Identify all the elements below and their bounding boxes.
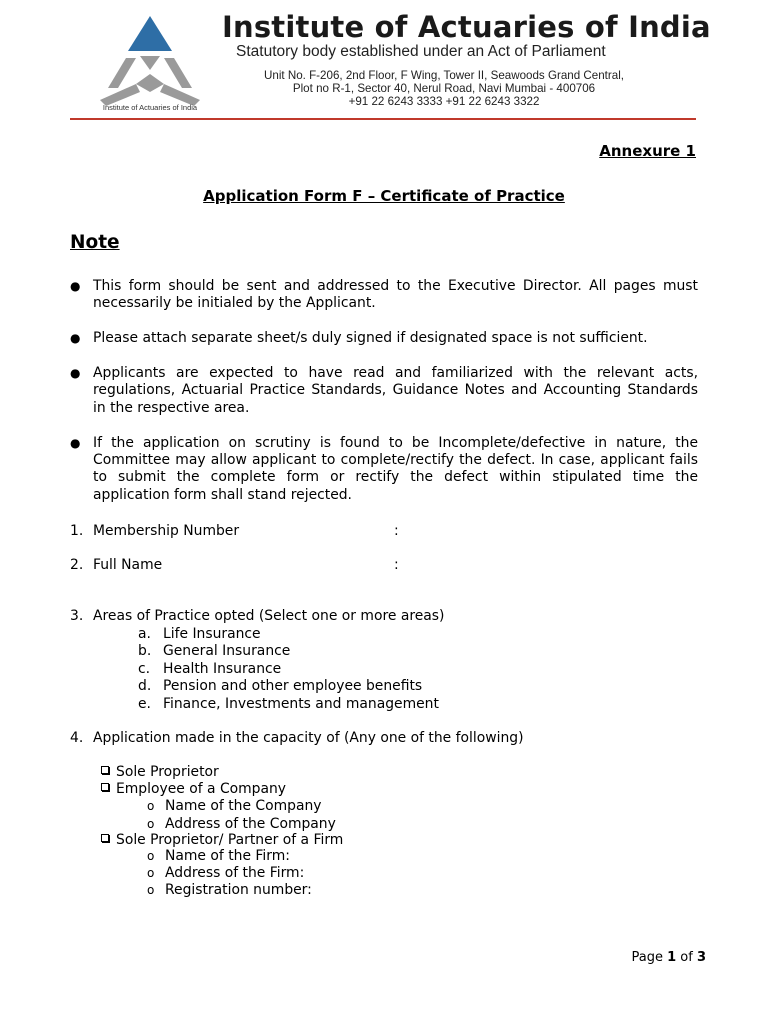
bullet-icon: ● [70,366,81,380]
checkbox-icon[interactable] [101,766,109,774]
phone-numbers: +91 22 6243 3333 +91 22 6243 3322 [348,95,540,108]
option-employee-of-company[interactable]: Employee of a Company [101,781,343,798]
field-areas-of-practice: 3. Areas of Practice opted (Select one or more areas) [70,608,445,624]
hollow-bullet-icon: o [147,816,155,831]
capacity-options [101,764,343,899]
membership-number-colon: : [394,523,399,539]
institute-logo [96,14,204,116]
bullet-icon: ● [70,279,81,293]
registration-number-item: o Registration number: [101,882,343,899]
practice-area-item: d. Pension and other employee benefits [138,678,423,695]
form-title: Application Form F – Certificate of Practice [203,187,565,205]
field-capacity: 4. Application made in the capacity of (Any one of the following) [70,730,524,746]
option-sole-proprietor[interactable]: Sole Proprietor [101,764,343,781]
address-line-2: Plot no R-1, Sector 40, Nerul Road, Navi Mumbai - 400706 [292,82,596,95]
practice-area-item: e. Finance, Investments and management [138,695,439,712]
organization-name: Institute of Actuaries of India [222,10,711,44]
company-address-item: o Address of the Company [101,816,343,832]
field-full-name: 2. Full Name [70,557,163,573]
letterhead-divider [70,118,696,120]
note-heading: Note [70,232,120,253]
practice-area-item: c. Health Insurance [138,660,282,677]
company-name-item: o Name of the Company [101,798,343,816]
note-list [70,278,698,522]
bullet-icon: ● [70,435,81,450]
note-item: ● This form should be sent and addressed to the Executive Director. All pages must necessarily be initialed by the Applicant. [70,278,698,312]
note-item: ● Please attach separate sheet/s duly signed if designated space is not sufficient. [70,330,648,347]
hollow-bullet-icon: o [147,849,155,864]
annexure-label: Annexure 1 [599,142,696,160]
hollow-bullet-icon: o [147,798,155,813]
practice-area-item: b. General Insurance [138,643,291,660]
organization-tagline: Statutory body established under an Act of Parliament [236,43,606,60]
note-item: ● If the application on scrutiny is found to be Incomplete/defective in nature, the Committee may allow applicant to complete/rectify the defect. In case, applicant fails to submit the complete form or rectify the defect within stipulated time the application form shall stand rejected. [70,434,698,503]
hollow-bullet-icon: o [147,882,155,897]
option-partner-of-firm[interactable]: Sole Proprietor/ Partner of a Firm [101,832,343,849]
firm-address-item: o Address of the Firm: [101,865,343,882]
logo-caption: Institute of Actuaries of India [102,103,198,112]
firm-name-item: o Name of the Firm: [101,848,343,865]
practice-area-item: a. Life Insurance [138,626,261,642]
checkbox-icon[interactable] [101,834,109,842]
field-membership-number: 1. Membership Number [70,523,240,539]
bullet-icon: ● [70,331,81,346]
practice-area-list [138,626,439,713]
hollow-bullet-icon: o [147,866,155,881]
page-number: Page 1 of 3 [631,950,706,965]
note-item: ● Applicants are expected to have read and familiarized with the relevant acts, regulations, Actuarial Practice Standards, Guidance Notes and Accounting Standards in the respective area. [70,365,698,416]
checkbox-icon[interactable] [101,783,109,791]
address-line-1: Unit No. F-206, 2nd Floor, F Wing, Tower II, Seawoods Grand Central, [264,69,624,82]
full-name-colon: : [394,557,399,573]
